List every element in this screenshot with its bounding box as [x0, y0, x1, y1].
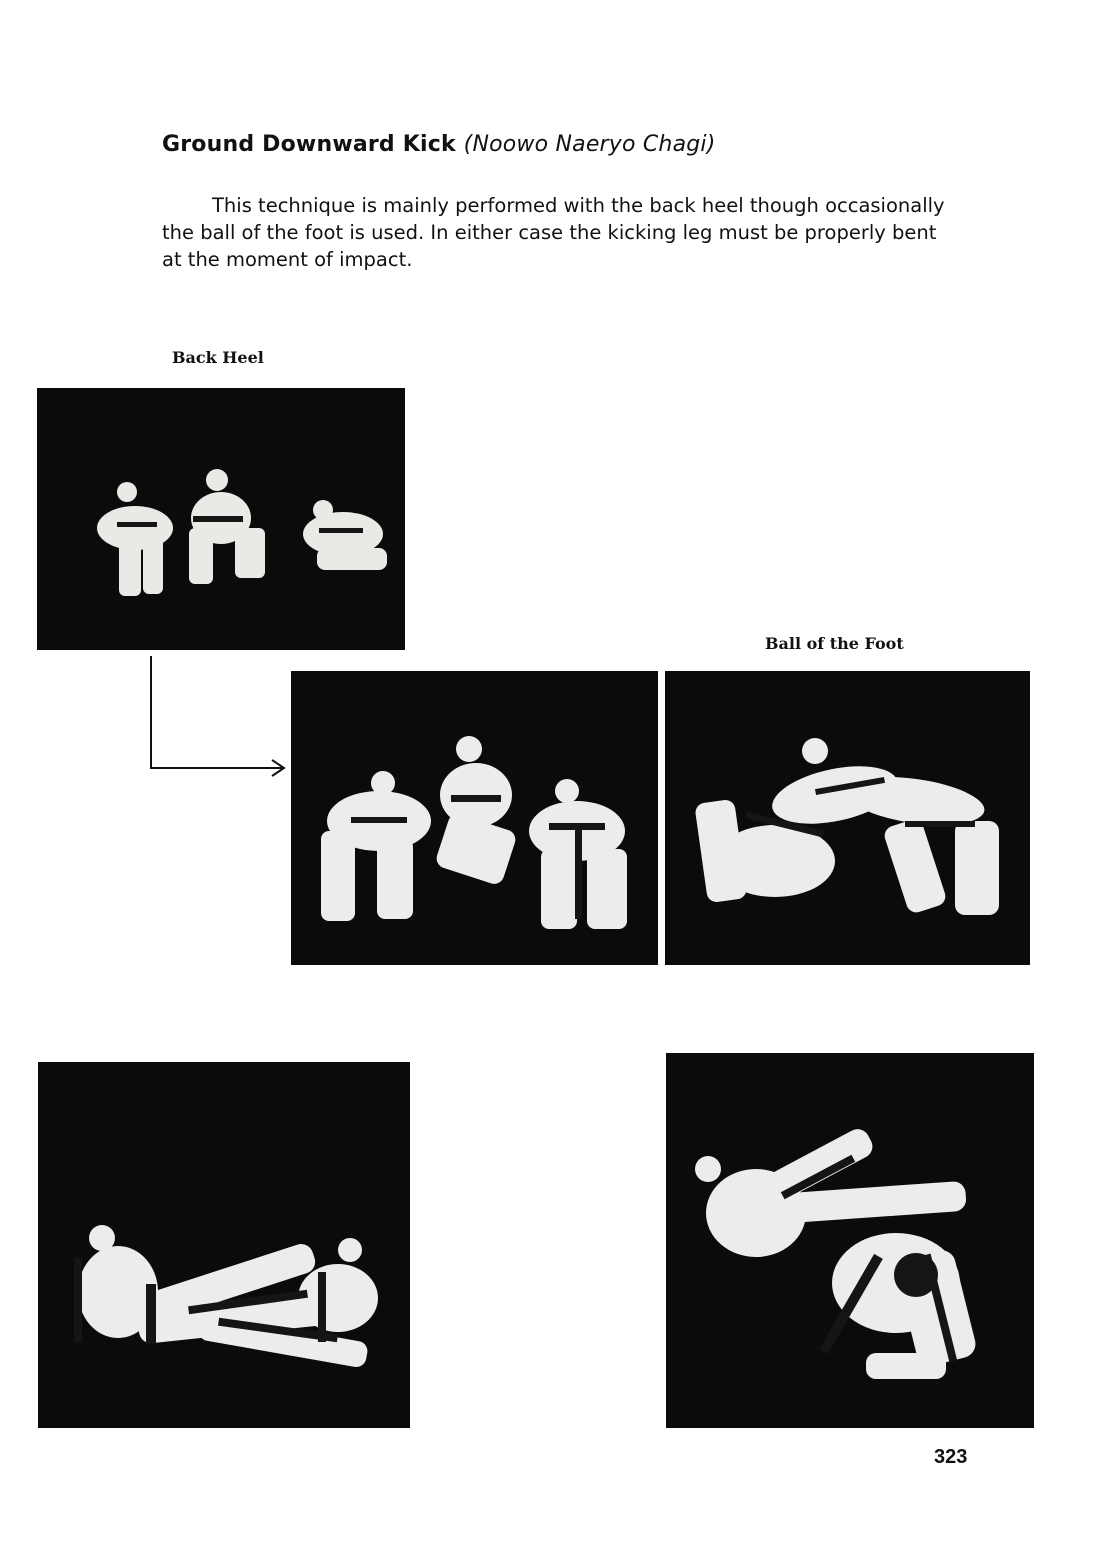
- caption-ball-of-foot: Ball of the Foot: [765, 634, 904, 653]
- ball-of-foot-photo-2: [666, 1053, 1034, 1428]
- heading-subtitle: (Noowo Naeryo Chagi): [463, 132, 716, 157]
- back-heel-photo-3: [38, 1062, 410, 1428]
- back-heel-photo-2: [291, 671, 658, 965]
- intro-paragraph-text: This technique is mainly performed with the back heel though occasionally the ball of the foot is used. In either case the kicking leg must be properly bent at the moment of impact.: [162, 194, 945, 271]
- page-number: 323: [934, 1446, 968, 1468]
- caption-back-heel: Back Heel: [172, 348, 264, 367]
- ball-of-foot-photo-1: [665, 671, 1030, 965]
- heading-title: Ground Downward Kick: [162, 132, 456, 157]
